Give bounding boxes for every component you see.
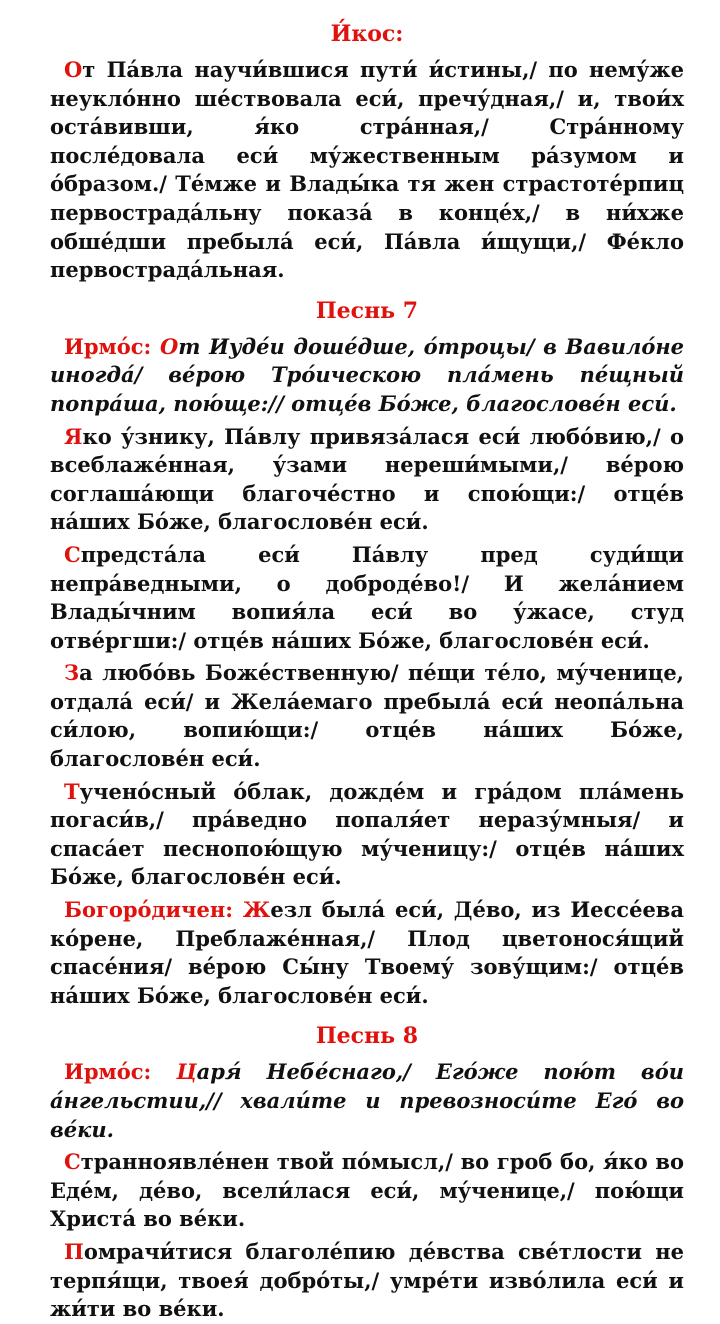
troparion-text: транноявле́нен твой по́мысл,/ во гроб бо, я́ко во Еде́м, де́во, всели́лася еси́, му́ченице,/ пою́щи Христа́ во ве́ки. <box>50 1149 684 1232</box>
troparion-text: учено́сный о́блак, дожде́м и гра́дом пла́мень погаси́в,/ пра́ведно попаля́ет неразу́мныя/ и спаса́ет песнопою́щую му́ченицу:/ отце́в на́ших Бо́же, благослове́н еси́. <box>50 778 684 890</box>
ode7-troparion-1 <box>50 423 684 537</box>
drop-initial: Ц <box>176 1059 197 1085</box>
troparion-text: а любо́вь Боже́ственную/ пе́щи те́ло, му́ченице, отдала́ еси́/ и Жела́емаго пребыла́ еси́ неопа́льна си́лою, вопию́щи:/ отце́в на́ших Бо́же, благослове́н еси́. <box>50 660 684 772</box>
troparion-text: ко у́знику, Па́влу привяза́лася еси́ любо́вию,/ о всеблаже́нная, у́зами нереши́мыми,/ ве́рою соглаша́ющи благоче́стно и спою́щи:/ отце́в на́ших Бо́же, благослове́н еси́. <box>50 423 684 535</box>
ode8-irmos <box>50 1058 684 1144</box>
theotokion-label: Богоро́дичен: <box>64 897 233 923</box>
ode7-troparion-3 <box>50 659 684 773</box>
drop-initial: Ж <box>242 897 271 923</box>
drop-initial: П <box>64 1238 84 1264</box>
irmos-label: Ирмо́с: <box>64 333 152 359</box>
irmos-text: т Иуде́и доше́дше, о́троцы/ в Вавило́не иногда́/ ве́рою Тро́ическою пла́мень пе́щный попра́ша, пою́ще:// отце́в Бо́же, благослове́н еси́. <box>50 333 685 416</box>
troparion-text: предста́ла еси́ Па́влу пред суди́щи непра́ведными, о доброде́во!/ И жела́нием Влады́чним вопия́ла еси́ во у́жасе, студ отве́ргши:/ отце́в на́ших Бо́же, благослове́н еси́. <box>50 541 684 653</box>
drop-initial: С <box>64 1149 81 1175</box>
irmos-label: Ирмо́с: <box>64 1059 152 1085</box>
ode7-heading: Песнь 7 <box>315 297 419 324</box>
troparion-text: омрачи́тися благоле́пию де́вства све́тлости не терпя́щи, твоея́ добро́ты,/ умре́ти изво́лила еси́ и жи́ти во ве́ки. <box>50 1238 684 1322</box>
ode7-troparion-2 <box>50 541 684 655</box>
ode7-theotokion <box>50 896 684 1010</box>
ode8-troparion-2 <box>50 1238 684 1324</box>
ode7-troparion-4 <box>50 778 684 892</box>
drop-initial: З <box>64 660 80 686</box>
theotokion-text: езл была́ еси́, Де́во, из Иессе́ева ко́рене, Преблаже́нная,/ Плод цветонося́щий спасе́ния/ ве́рою Сы́ну Твоему́ зову́щим:/ отце́в на́ших Бо́же, благослове́н еси́. <box>50 897 685 1008</box>
ode8-troparion-1 <box>50 1148 684 1234</box>
ode7-irmos <box>50 333 684 419</box>
drop-initial: Я <box>64 423 83 449</box>
ikos-paragraph <box>50 56 684 285</box>
drop-initial: О <box>64 57 83 82</box>
ikos-heading: И́кос: <box>330 21 404 47</box>
irmos-text: аря́ Небе́снаго,/ Его́же пою́т во́и а́нгельстии,// хвали́те и превозноси́те Его́ во ве́ки. <box>50 1059 684 1142</box>
drop-initial: О <box>159 333 179 359</box>
ikos-text: т Па́вла научи́вшися пути́ и́стины,/ по нему́же неукло́нно ше́ствовала еси́, пречу́дная,/ и, твои́х оста́вивши, я́ко стра́нная,/ Стра́нному после́довала еси́ му́жественным ра́зумом и о́бразом./ Те́мже и Влады́ка тя жен страстоте́рпиц первострада́льну показа́ в конце́х,/ в ни́хже обше́дши пребыла́ еси́, Па́вла и́щущи,/ Фе́кло первострада́льная. <box>50 57 684 283</box>
ode8-heading: Песнь 8 <box>315 1023 419 1050</box>
drop-initial: Т <box>64 778 80 804</box>
drop-initial: С <box>64 541 81 567</box>
